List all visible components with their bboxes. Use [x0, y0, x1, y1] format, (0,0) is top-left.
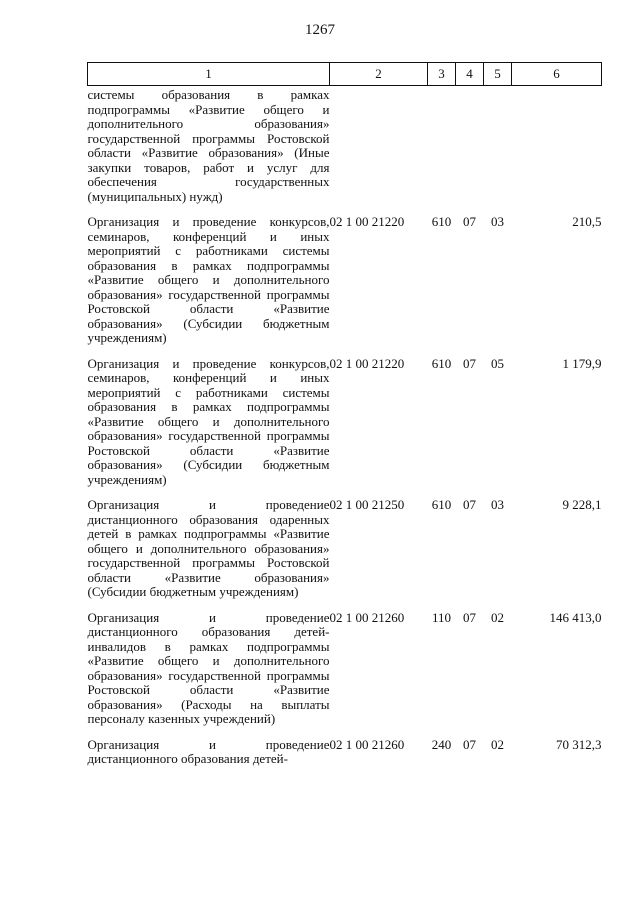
row-col-3: 610 — [431, 497, 452, 512]
row-col-4: 07 — [463, 609, 476, 625]
row-code: 02 1 00 21220 — [329, 355, 405, 371]
row-col-4: 07 — [463, 355, 476, 371]
row-description: системы образования в рамках подпрограммы «Развитие общего и дополнительного образования» государственной программы Ростовской области «Развитие образования» (Иные закупки товаров, работ и услуг для обеспечения государственных (муниципальных) нужд) — [87, 87, 330, 204]
row-col-4: 07 — [463, 214, 476, 229]
row-col-3: 110 — [431, 609, 452, 625]
row-col-3: 610 — [431, 355, 452, 371]
row-description: Организация и проведение дистанционного образования одаренных детей в рамках подпрограммы «Развитие общего и дополнительного образования» государственной программы Ростовской области «Развитие образования» (Субсидии бюджетным учреждениям) — [87, 497, 330, 599]
row-col-4 — [456, 86, 484, 216]
row-description: Организация и проведение дистанционного образования детей-инвалидов в рамках подпрограммы «Развитие общего и дополнительного образования» государственной программы Ростовской области «Развитие образования» (Расходы на выплаты персоналу казенных учреждений) — [87, 609, 330, 726]
header-col-2: 2 — [330, 63, 428, 86]
table-row — [88, 611, 602, 738]
page-number: 1267 — [305, 22, 335, 38]
row-col-4: 07 — [463, 497, 476, 512]
row-col-5: 03 — [491, 497, 504, 512]
table-row — [88, 357, 602, 499]
row-code: 02 1 00 21260 — [329, 736, 405, 752]
row-col-3: 240 — [431, 736, 452, 752]
row-col-3 — [428, 86, 456, 216]
header-col-6: 6 — [512, 63, 602, 86]
row-code — [330, 86, 428, 216]
row-amount: 1 179,9 — [562, 355, 602, 371]
table-row — [88, 86, 602, 216]
row-code: 02 1 00 21220 — [329, 214, 405, 229]
table-row — [88, 738, 602, 778]
row-col-5: 05 — [491, 355, 504, 371]
row-amount: 70 312,3 — [556, 736, 602, 752]
table-row — [88, 498, 602, 611]
budget-table — [87, 62, 602, 778]
header-col-4: 4 — [456, 63, 484, 86]
row-col-5 — [484, 86, 512, 216]
row-code: 02 1 00 21260 — [329, 609, 405, 625]
header-col-5: 5 — [484, 63, 512, 86]
row-col-5: 02 — [491, 609, 504, 625]
row-description: Организация и проведение дистанционного образования детей- — [87, 736, 330, 766]
row-code: 02 1 00 21250 — [329, 497, 405, 512]
row-amount — [512, 86, 602, 216]
row-description: Организация и проведение конкурсов, семинаров, конференций и иных мероприятий с работниками системы образования в рамках подпрограммы «Развитие общего и дополнительного образования» государственной программы Ростовской области «Развитие образования» (Субсидии бюджетным учреждениям) — [87, 355, 330, 487]
table-row — [88, 215, 602, 357]
row-col-5: 02 — [491, 736, 504, 752]
row-amount: 9 228,1 — [562, 497, 602, 512]
header-col-3: 3 — [428, 63, 456, 86]
row-col-4: 07 — [463, 736, 476, 752]
row-description: Организация и проведение конкурсов, семинаров, конференций и иных мероприятий с работниками системы образования в рамках подпрограммы «Развитие общего и дополнительного образования» государственной программы Ростовской области «Развитие образования» (Субсидии бюджетным учреждениям) — [87, 214, 330, 345]
table-header-row — [88, 63, 602, 86]
row-amount: 146 413,0 — [549, 609, 602, 625]
row-col-3: 610 — [431, 214, 452, 229]
row-col-5: 03 — [491, 214, 504, 229]
row-amount: 210,5 — [572, 214, 602, 229]
header-col-1: 1 — [88, 63, 330, 86]
